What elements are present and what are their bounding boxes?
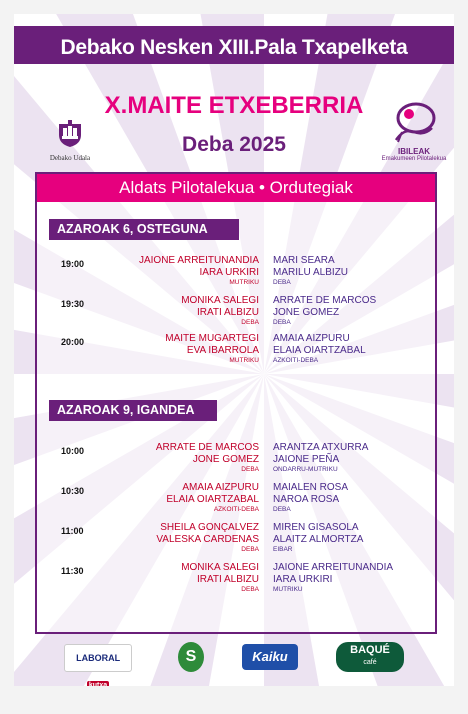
town-shield-logo: [40, 118, 100, 162]
sponsor-strip: [14, 638, 454, 686]
baque-sub: café: [363, 659, 377, 666]
right-player: JONE GOMEZ: [273, 307, 340, 318]
right-player: ALAITZ ALMORTZA: [273, 534, 364, 545]
day-header: AZAROAK 9, IGANDEA: [49, 400, 217, 421]
match-time: 20:00: [61, 337, 85, 347]
right-town: DEBA: [273, 279, 291, 286]
right-player: ARANTZA ATXURRA: [273, 442, 369, 453]
match-time: 19:30: [61, 299, 85, 309]
schedule-card: [35, 172, 437, 634]
left-player: JAIONE ARREITUNANDIA: [138, 255, 259, 266]
left-player: SHEILA GONÇALVEZ: [160, 522, 259, 533]
right-town: DEBA: [273, 319, 291, 326]
right-player: MAIALEN ROSA: [273, 482, 349, 493]
left-town: MUTRIKU: [229, 279, 259, 286]
baque-logo: [336, 642, 404, 672]
tournament-subtitle: X.MAITE ETXEBERRIA: [104, 92, 364, 119]
right-player: MIREN GISASOLA: [273, 522, 359, 533]
poster: [14, 14, 454, 686]
left-town: DEBA: [241, 319, 259, 326]
baque-name: BAQUÉ: [350, 644, 390, 656]
match-time: 10:00: [61, 446, 85, 456]
left-player: IRATI ALBIZU: [196, 574, 259, 585]
match-row: [37, 333, 435, 371]
right-player: JAIONE ARREITUNANDIA: [273, 562, 394, 573]
right-player: MARILU ALBIZU: [273, 267, 349, 278]
s-logo: S: [178, 642, 204, 672]
right-town: EIBAR: [273, 546, 293, 553]
castle-shield-icon: [55, 118, 85, 148]
venue-header: Aldats Pilotalekua • Ordutegiak: [37, 174, 435, 202]
left-player: IARA URKIRI: [199, 267, 259, 278]
left-player: ARRATE DE MARCOS: [155, 442, 259, 453]
right-town: ONDARRU-MUTRIKU: [273, 466, 338, 473]
left-town: AZKOITI-DEBA: [213, 506, 259, 513]
right-player: AMAIA AIZPURU: [273, 333, 350, 344]
left-player: IRATI ALBIZU: [196, 307, 259, 318]
match-row: [37, 255, 435, 293]
right-player: IARA URKIRI: [273, 574, 333, 585]
left-player: JONE GOMEZ: [192, 454, 259, 465]
match-time: 19:00: [61, 259, 85, 269]
match-row: [37, 295, 435, 333]
right-player: ARRATE DE MARCOS: [273, 295, 377, 306]
match-time: 11:00: [61, 526, 84, 536]
left-town: DEBA: [241, 466, 259, 473]
match-row: [37, 522, 435, 560]
club-name: IBILEAK: [398, 147, 430, 156]
place-year: Deba 2025: [182, 133, 286, 156]
right-town: MUTRIKU: [273, 586, 303, 593]
left-player: AMAIA AIZPURU: [182, 482, 259, 493]
right-player: JAIONE PEÑA: [273, 454, 340, 465]
club-logo: [379, 98, 449, 162]
poster-title: Debako Nesken XIII.Pala Txapelketa: [60, 36, 408, 59]
laboral-kutxa-logo: [64, 644, 132, 686]
kaiku-logo: Kaiku: [242, 644, 298, 670]
match-time: 10:30: [61, 486, 85, 496]
left-town: MUTRIKU: [229, 357, 259, 364]
town-caption: Debako Udala: [49, 154, 91, 162]
left-town: DEBA: [241, 586, 259, 593]
left-player: MAITE MUGARTEGI: [165, 333, 259, 344]
right-player: ELAIA OIARTZABAL: [273, 345, 366, 356]
club-tagline: Emakumeen Pilotalekua: [381, 156, 447, 162]
left-player: ELAIA OIARTZABAL: [166, 494, 259, 505]
laboral-name: LABORAL: [76, 653, 120, 663]
right-town: DEBA: [273, 506, 291, 513]
match-row: [37, 562, 435, 600]
left-player: EVA IBARROLA: [186, 345, 259, 356]
right-town: AZKOITI-DEBA: [273, 357, 319, 364]
pelota-player-icon: [384, 98, 444, 144]
match-row: [37, 482, 435, 520]
laboral-sub: kutxa: [87, 681, 109, 686]
day-header: AZAROAK 6, OSTEGUNA: [49, 219, 239, 240]
match-time: 11:30: [61, 566, 84, 576]
right-player: MARI SEARA: [273, 255, 335, 266]
match-row: [37, 442, 435, 480]
left-town: DEBA: [241, 546, 259, 553]
right-player: NAROA ROSA: [273, 494, 340, 505]
left-player: VALESKA CARDENAS: [156, 534, 259, 545]
left-player: MONIKA SALEGI: [181, 562, 259, 573]
left-player: MONIKA SALEGI: [181, 295, 259, 306]
